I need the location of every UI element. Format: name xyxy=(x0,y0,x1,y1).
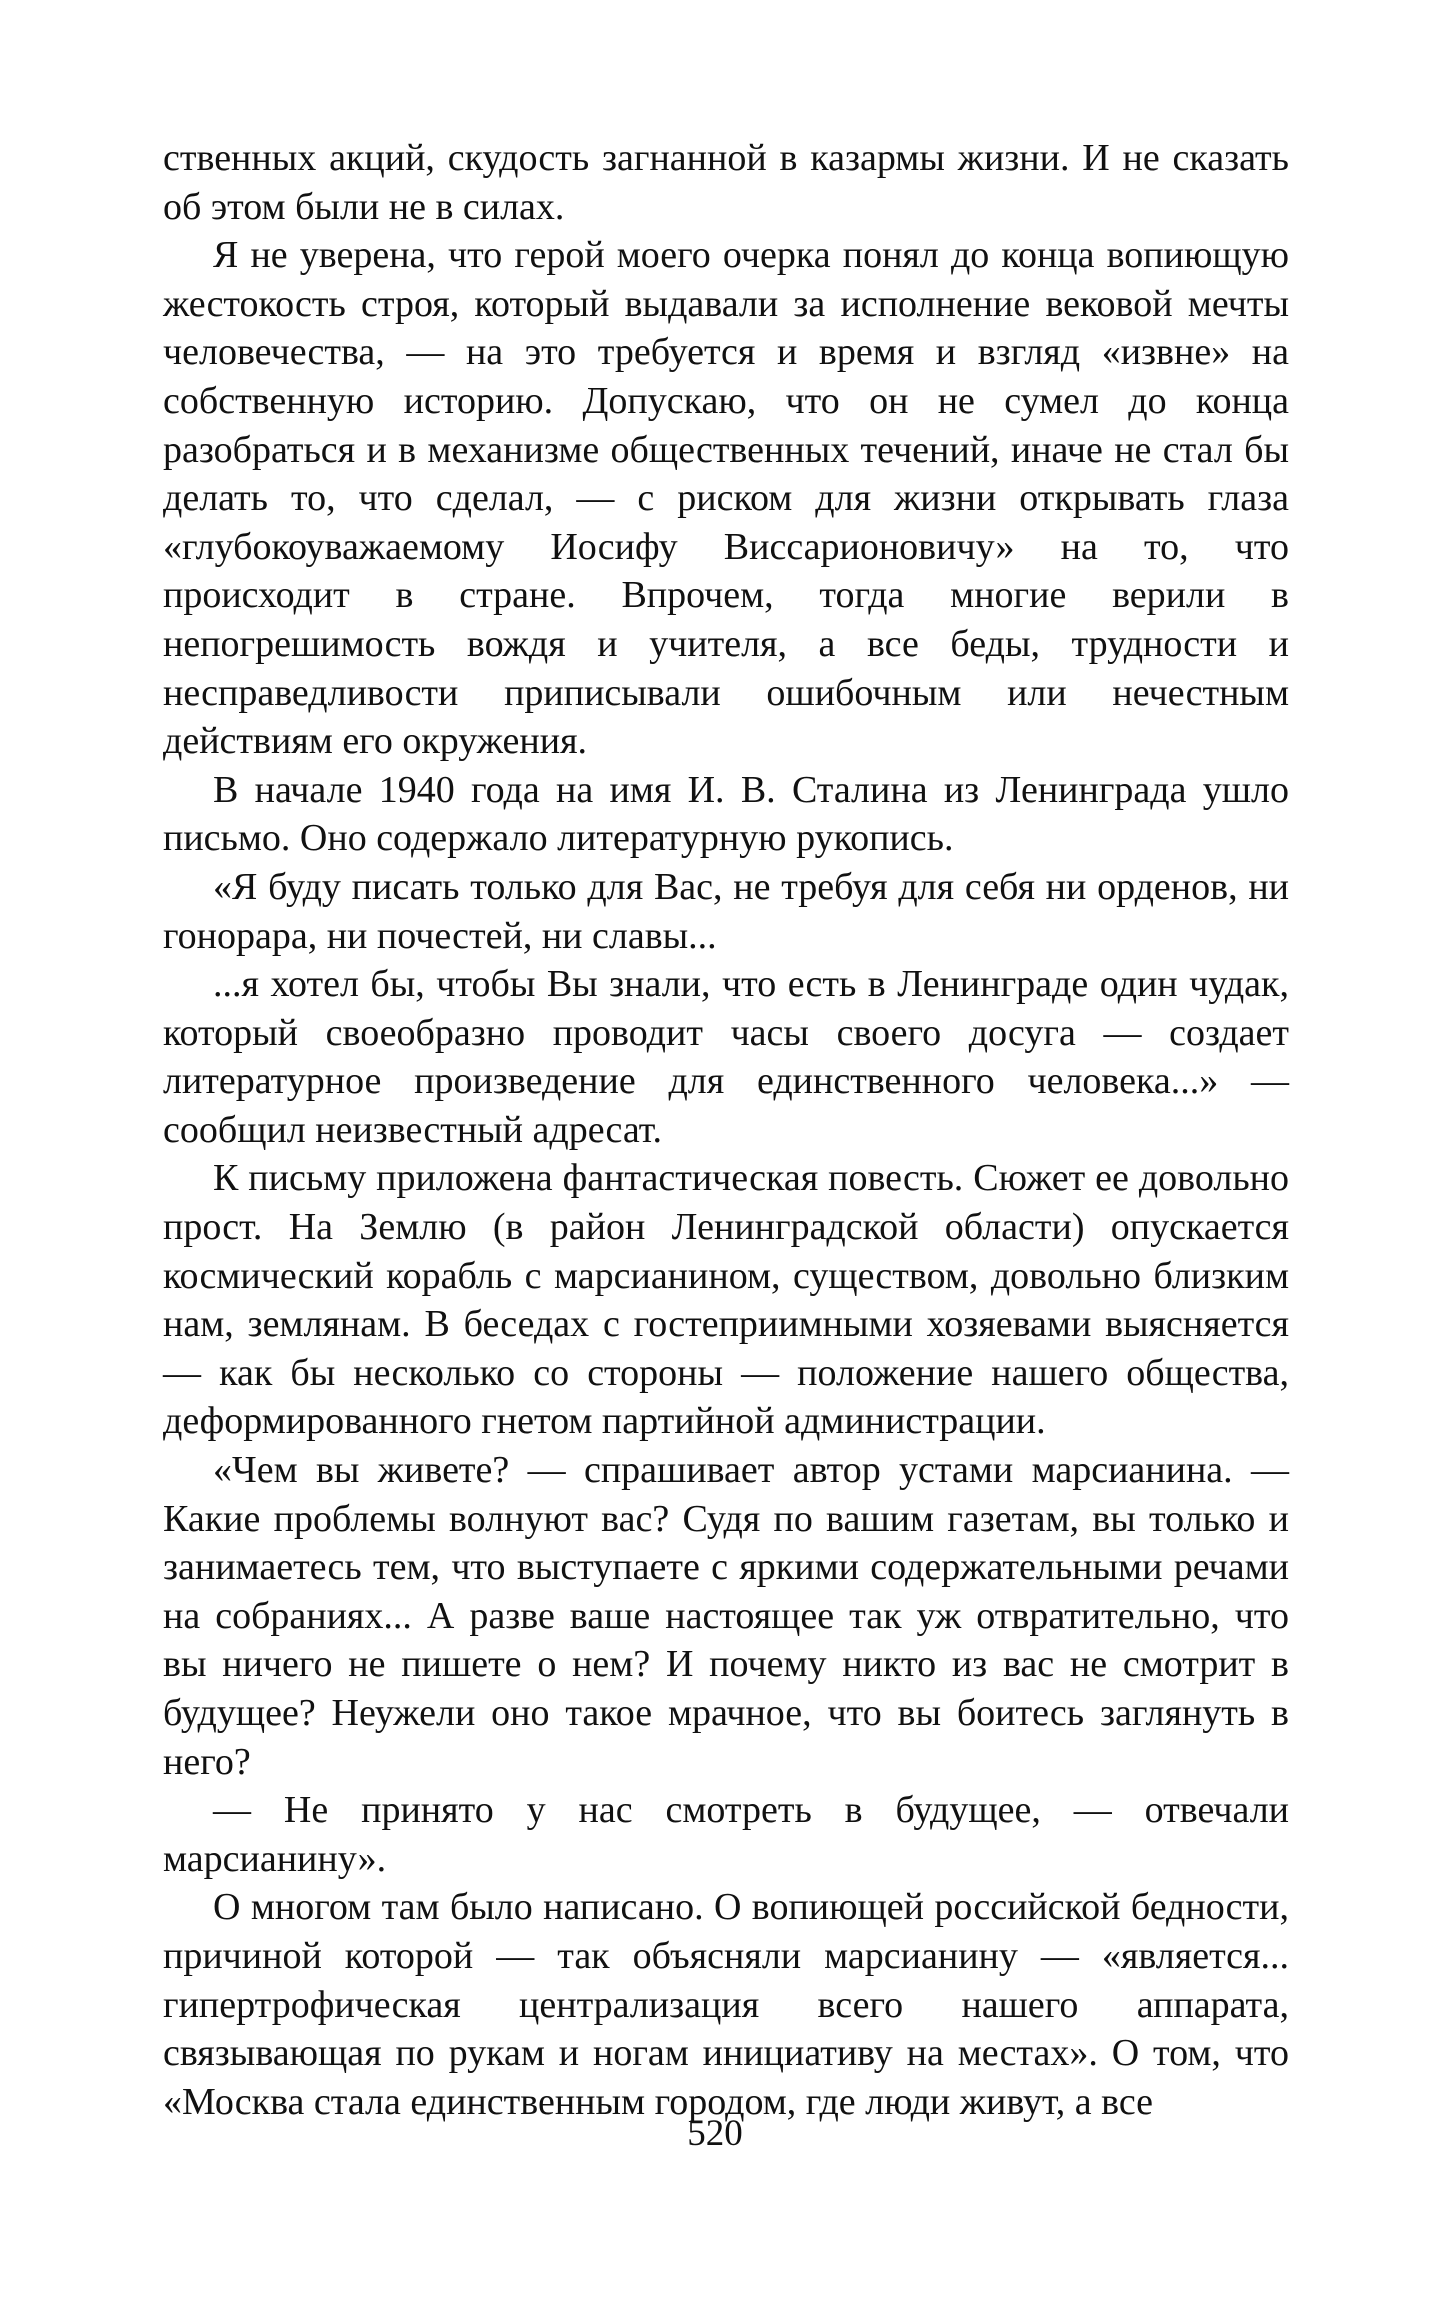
body-text xyxy=(163,134,1289,2126)
paragraph: К письму приложена фантастическая повесть. Сюжет ее довольно прост. На Землю (в район Ленинградской области) опускается космический корабль с марсианином, существом, довольно близким нам, землянам. В беседах с гостеприимными хозяевами выясняется — как бы несколько со стороны — положение нашего общества, деформированного гнетом партийной администрации. xyxy=(163,1157,1289,1443)
paragraph-quote: — Не принято у нас смотреть в будущее, — отвечали марсианину». xyxy=(163,1789,1289,1880)
paragraph-quote: «Я буду писать только для Вас, не требуя для себя ни орденов, ни гонорара, ни почестей, ни славы... xyxy=(163,865,1289,957)
paragraph: О многом там было написано. О вопиющей российской бедности, причиной которой — так объясняли марсианину — «является... гипертрофическая централизация всего нашего аппарата, связывающая по рукам и ногам инициативу на местах». О том, что «Москва стала единственным городом, где люди живут, а все xyxy=(163,1886,1289,2123)
paragraph-quote: «Чем вы живете? — спрашивает автор устами марсианина. — Какие проблемы волнуют вас? Судя по вашим газетам, вы только и занимаетесь тем, что выступаете с яркими содержательными речами на собраниях... А разве ваше настоящее так уж отвратительно, что вы ничего не пишете о нем? И почему никто из вас не смотрит в будущее? Неужели оно такое мрачное, что вы боитесь заглянуть в него? xyxy=(163,1449,1289,1783)
paragraph: В начале 1940 года на имя И. В. Сталина из Ленинграда ушло письмо. Оно содержало литературную рукопись. xyxy=(163,768,1289,860)
paragraph-continued: ственных акций, скудость загнанной в казармы жизни. И не сказать об этом были не в силах. xyxy=(163,137,1289,228)
page-number: 520 xyxy=(687,2113,743,2154)
paragraph-quote: ...я хотел бы, чтобы Вы знали, что есть в Ленинграде один чудак, который своеобразно проводит часы своего досуга — создает литературное произведение для единственного человека...» — сообщил неизвестный адресат. xyxy=(163,963,1289,1151)
paragraph: Я не уверена, что герой моего очерка понял до конца вопиющую жестокость строя, который выдавали за исполнение вековой мечты человечества, — на это требуется и время и взгляд «извне» на собственную историю. Допускаю, что он не сумел до конца разобраться и в механизме общественных течений, иначе не стал бы делать то, что сделал, — с риском для жизни открывать глаза «глубокоуважаемому Иосифу Виссарионовичу» на то, что происходит в стране. Впрочем, тогда многие верили в непогрешимость вождя и учителя, а все беды, трудности и несправедливости приписывали ошибочным или нечестным действиям его окружения. xyxy=(163,234,1289,763)
